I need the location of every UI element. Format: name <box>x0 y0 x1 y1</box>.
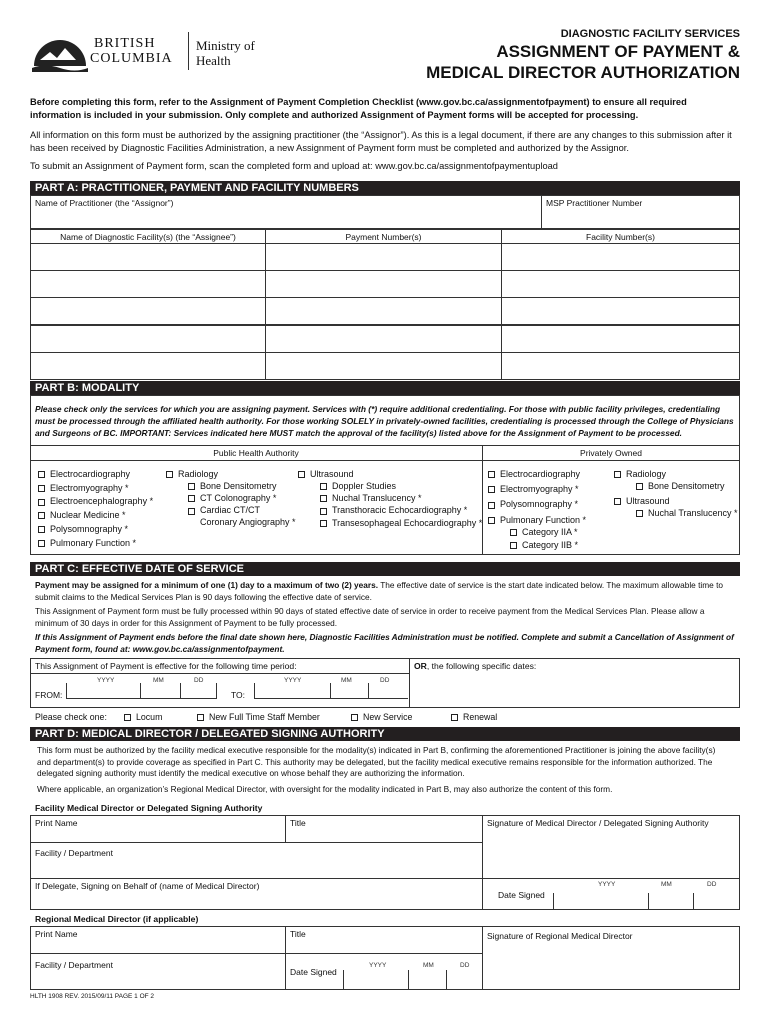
part-c-option-label-2: New Full Time Staff Member <box>209 712 320 722</box>
facility-number-header <box>501 229 740 244</box>
md-dd: DD <box>707 881 717 888</box>
or-label: OR <box>414 661 427 671</box>
private-service-label-1: Electrocardiography <box>500 469 581 479</box>
public-radiology-cardiac-cont <box>200 517 296 527</box>
part-b-heading: PART B: MODALITY <box>30 381 740 395</box>
rmd-date-signed-label: Date Signed <box>290 967 337 977</box>
rmd-print-name-field[interactable] <box>30 926 286 954</box>
md-print-name-label: Print Name <box>35 818 78 828</box>
part-c-option-label-3: New Service <box>363 712 413 722</box>
md-yyyy: YYYY <box>598 881 616 888</box>
md-date-signed-label: Date Signed <box>498 890 545 900</box>
md-title-field[interactable] <box>285 815 483 843</box>
part-c-p1-bold: Payment may be assigned for a minimum of one (1) day to a maximum of two (2) years. <box>35 580 379 590</box>
rmd-dd: DD <box>460 962 470 969</box>
public-ultrasound-checkbox[interactable] <box>298 469 354 479</box>
part-c-p3: If this Assignment of Payment ends before the final date shown here, Diagnostic Facilities Administration must be notified. Complete and submit a Cancellation of Assignment of Payment form, found at: www.gov.bc.ca/assignmentofpayment. <box>35 632 734 654</box>
md-signature-field[interactable] <box>482 815 740 879</box>
public-service-checkbox-2[interactable] <box>38 483 129 493</box>
part-b-sub-divider <box>30 445 740 446</box>
part-c-option-3[interactable] <box>351 712 412 722</box>
from-end-divider <box>216 683 217 699</box>
public-service-checkbox-4[interactable] <box>38 510 126 520</box>
logo-line1: BRITISH <box>94 36 156 51</box>
rmd-title-label: Title <box>290 929 306 939</box>
ministry-line2: Health <box>196 53 231 68</box>
part-b-instructions: Please check only the services for which you are assigning payment. Services with (*) require additional credentialing. For those with public facility privileges, credentialing must be processed through the affiliated health authority. For those working SOLELY in privately-owned facilities, credentialing is processed through the College of Physicians and Surgeons of BC. IMPORTANT: Services indicated here MUST match the approval of the facility(s) listed above for the Assignment of Payment to be processed. <box>35 404 734 438</box>
payment-number-header-label: Payment Number(s) <box>345 232 422 242</box>
public-ultrasound-sub-label-2: Nuchal Translucency * <box>332 493 422 504</box>
rmd-title-field[interactable] <box>285 926 483 954</box>
private-ultrasound-label: Ultrasound <box>626 496 670 506</box>
logo-line2: COLUMBIA <box>90 51 173 66</box>
to-mm: MM <box>341 677 352 684</box>
public-service-checkbox-3[interactable] <box>38 496 153 506</box>
logo-divider <box>188 32 189 70</box>
public-service-label-4: Nuclear Medicine * <box>50 510 126 521</box>
public-service-checkbox-5[interactable] <box>38 524 128 534</box>
check-one-label: Please check one: <box>35 712 107 722</box>
private-service-label-3: Polysomnography * <box>500 499 579 510</box>
practitioner-name-label: Name of Practitioner (the “Assignor”) <box>35 198 174 208</box>
part-a-row-1-col-3[interactable] <box>501 243 740 271</box>
private-service-label-2: Electromyography * <box>500 484 579 495</box>
part-a-row-5-col-1[interactable] <box>30 352 266 380</box>
facility-md-heading: Facility Medical Director or Delegated Signing Authority <box>35 803 263 813</box>
part-a-row-4-col-3[interactable] <box>501 325 740 353</box>
md-signature-label: Signature of Medical Director / Delegated Signing Authority <box>487 818 709 828</box>
rmd-signature-label: Signature of Regional Medical Director <box>487 931 633 941</box>
part-a-heading: PART A: PRACTITIONER, PAYMENT AND FACILITY NUMBERS <box>30 181 740 195</box>
md-mm: MM <box>661 881 672 888</box>
form-title-line1: ASSIGNMENT OF PAYMENT & <box>496 42 740 61</box>
public-ultrasound-sub-label-1: Doppler Studies <box>332 481 397 491</box>
intro-upload-note: To submit an Assignment of Payment form, scan the completed form and upload at: www.gov.bc.ca/assignmentofpaymentupload <box>30 161 558 171</box>
ministry-line1: Ministry of <box>196 38 255 53</box>
to-yyyy: YYYY <box>284 677 302 684</box>
public-ultrasound-label: Ultrasound <box>310 469 354 479</box>
department-label: DIAGNOSTIC FACILITY SERVICES <box>560 28 740 40</box>
part-b-sub-divider-2 <box>30 460 740 461</box>
form-title-line2: MEDICAL DIRECTOR AUTHORIZATION <box>426 63 740 82</box>
public-health-label: Public Health Authority <box>213 448 299 458</box>
rmd-date-div2 <box>408 970 409 990</box>
from-mm: MM <box>153 677 164 684</box>
public-radiology-sub-label-1: Bone Densitometry <box>200 481 277 491</box>
part-c-option-label-4: Renewal <box>463 712 498 722</box>
public-service-checkbox-6[interactable] <box>38 538 136 548</box>
public-radiology-cardiac-cont-label: Coronary Angiography * <box>200 517 296 527</box>
md-print-name-field[interactable] <box>30 815 286 843</box>
rmd-facility-dept-field[interactable] <box>30 953 286 990</box>
part-a-row-1-col-1[interactable] <box>30 243 266 271</box>
period-label: This Assignment of Payment is effective for the following time period: <box>35 661 297 671</box>
public-service-label-3: Electroencephalography * <box>50 496 154 507</box>
part-a-row-3-col-2[interactable] <box>265 297 502 325</box>
md-date-div2 <box>648 893 649 910</box>
from-yyyy: YYYY <box>97 677 115 684</box>
private-service-checkbox-1[interactable] <box>488 469 580 479</box>
rmd-facility-dept-label: Facility / Department <box>35 960 113 970</box>
part-a-row-5-col-2[interactable] <box>265 352 502 380</box>
public-service-label-2: Electromyography * <box>50 482 129 493</box>
rmd-signature-field[interactable] <box>482 926 740 990</box>
md-date-div1 <box>553 893 554 910</box>
from-dd-divider <box>180 683 181 699</box>
facility-number-header-label: Facility Number(s) <box>586 232 655 242</box>
payment-number-header <box>265 229 502 244</box>
md-delegate-field[interactable] <box>30 878 483 910</box>
form-footer: HLTH 1908 REV. 2015/09/11 PAGE 1 OF 2 <box>30 993 155 1000</box>
part-c-option-1[interactable] <box>124 712 162 722</box>
md-title-label: Title <box>290 818 306 828</box>
public-ultrasound-sub-checkbox-3[interactable] <box>320 505 467 515</box>
specific-dates-label <box>414 661 536 671</box>
part-c-option-4[interactable] <box>451 712 497 722</box>
part-a-row-4-col-1[interactable] <box>30 325 266 353</box>
private-service-label-4: Pulmonary Function * <box>500 514 587 525</box>
private-pulm-sub-checkbox-1[interactable] <box>510 527 578 537</box>
public-radiology-sub-checkbox-1[interactable] <box>188 481 277 491</box>
part-c-p1-rest: The effective date of service is the start date indicated below. The maximum allowable time to submit claims to the Medical Services Plan is 90 days following the effective date of service. <box>35 580 723 602</box>
public-radiology-sub-label-2: CT Colonography * <box>200 493 277 504</box>
to-label: TO: <box>231 690 246 700</box>
public-service-label-5: Polysomnography * <box>50 523 129 534</box>
public-service-checkbox-1[interactable] <box>38 469 130 479</box>
private-ultrasound-checkbox[interactable] <box>614 496 670 506</box>
md-facility-dept-field[interactable] <box>30 842 483 879</box>
public-ultrasound-sub-label-4: Transesophageal Echocardiography * <box>332 517 483 528</box>
part-a-row-5-col-3[interactable] <box>501 352 740 380</box>
public-service-label-6: Pulmonary Function * <box>50 537 137 548</box>
private-radiology-label: Radiology <box>626 469 667 479</box>
public-radiology-sub-label-3: Cardiac CT/CT <box>200 505 261 516</box>
rmd-date-div1 <box>343 970 344 990</box>
part-c-p2: This Assignment of Payment form must be fully processed within 90 days of stated effective date of service in order to receive payment from the Medical Services Plan. Please allow a minimum of 30 days in order for this Assignment of Payment to be fully processed. <box>35 606 705 628</box>
facility-name-header <box>30 229 266 244</box>
public-radiology-sub-checkbox-3[interactable] <box>188 505 260 515</box>
from-date-input[interactable] <box>66 683 216 699</box>
private-nuchal-label: Nuchal Translucency * <box>648 508 738 518</box>
public-radiology-checkbox[interactable] <box>166 469 218 479</box>
bc-logo <box>30 30 270 74</box>
public-ultrasound-sub-checkbox-2[interactable] <box>320 493 422 503</box>
part-d-heading: PART D: MEDICAL DIRECTOR / DELEGATED SIGNING AUTHORITY <box>30 727 740 741</box>
public-radiology-sub-checkbox-2[interactable] <box>188 493 276 503</box>
rmd-date-div3 <box>446 970 447 990</box>
part-c-p1 <box>35 580 735 603</box>
to-dd: DD <box>380 677 390 684</box>
privately-owned-label: Privately Owned <box>580 448 642 458</box>
part-a-row-1-col-2[interactable] <box>265 243 502 271</box>
private-bone-densitometry-label: Bone Densitometry <box>648 481 725 491</box>
part-c-option-label-1: Locum <box>136 712 163 722</box>
part-a-row-2-col-1[interactable] <box>30 270 266 298</box>
part-c-heading: PART C: EFFECTIVE DATE OF SERVICE <box>30 562 740 576</box>
specific-dates-text: , the following specific dates: <box>426 661 537 671</box>
intro-bold-note: Before completing this form, refer to the Assignment of Payment Completion Checklist (www.gov.bc.ca/assignmentofpayment) to ensure all required information is included in your submission. Only complete and authorized Assignment of Payment forms will be accepted for processing. <box>30 97 687 120</box>
part-a-row-2-col-3[interactable] <box>501 270 740 298</box>
private-bone-densitometry-checkbox[interactable] <box>636 481 725 491</box>
to-date-input[interactable] <box>254 683 408 699</box>
part-a-row-4-col-2[interactable] <box>265 325 502 353</box>
to-dd-divider <box>368 683 369 699</box>
part-d-p2: Where applicable, an organization’s Regional Medical Director, with oversight for the modality indicated in Part B, may also authorize the content of this form. <box>37 784 613 794</box>
public-radiology-label: Radiology <box>178 469 219 479</box>
intro-auth-note: All information on this form must be authorized by the assigning practitioner (the “Assignor”). As this is a legal document, if there are any changes to this submission after it has been received by Diagnostic Facilities Administration, a new Assignment of Payment form must be completed and authorized by the Assignor. <box>30 130 732 153</box>
private-pulm-sub-label-2: Category IIB * <box>522 540 579 550</box>
msp-number-label: MSP Practitioner Number <box>546 198 643 208</box>
from-dd: DD <box>194 677 204 684</box>
part-b-col-divider <box>482 445 483 555</box>
private-service-checkbox-3[interactable] <box>488 499 578 509</box>
md-facility-dept-label: Facility / Department <box>35 848 113 858</box>
private-radiology-checkbox[interactable] <box>614 469 666 479</box>
from-mm-divider <box>140 683 141 699</box>
md-delegate-label: If Delegate, Signing on Behalf of (name of Medical Director) <box>35 881 260 891</box>
regional-md-heading: Regional Medical Director (if applicable) <box>35 914 199 924</box>
private-service-checkbox-4[interactable] <box>488 515 586 525</box>
private-pulm-sub-label-1: Category IIA * <box>522 527 578 537</box>
from-label: FROM: <box>35 690 63 700</box>
private-service-checkbox-2[interactable] <box>488 484 579 494</box>
rmd-mm: MM <box>423 962 434 969</box>
public-ultrasound-sub-checkbox-4[interactable] <box>320 518 482 528</box>
msp-number-field[interactable] <box>541 195 740 229</box>
date-box-divider <box>30 673 410 674</box>
public-ultrasound-sub-label-3: Transthoracic Echocardiography * <box>332 505 468 516</box>
to-mm-divider <box>330 683 331 699</box>
part-a-row-3-col-3[interactable] <box>501 297 740 325</box>
rmd-yyyy: YYYY <box>369 962 387 969</box>
public-ultrasound-sub-checkbox-1[interactable] <box>320 481 396 491</box>
part-a-row-2-col-2[interactable] <box>265 270 502 298</box>
part-c-option-2[interactable] <box>197 712 320 722</box>
bc-sun-icon <box>30 30 90 72</box>
rmd-print-name-label: Print Name <box>35 929 78 939</box>
practitioner-name-field[interactable] <box>30 195 542 229</box>
facility-name-header-label: Name of Diagnostic Facility(s) (the “Assignee”) <box>60 232 236 242</box>
public-service-label-1: Electrocardiography <box>50 469 131 479</box>
private-nuchal-checkbox[interactable] <box>636 508 738 518</box>
part-d-p1: This form must be authorized by the facility medical executive responsible for the modality(s) indicated in Part B, confirming the aforementioned Practitioner is joining the above facility(s) and department(s) to provide coverage as specified in Part C. This authority may be delegated, but the facility medical executive remains responsible for the information authorized. The delegated signing authority must identify the medical executive on whose behalf they are authorizing the information. <box>37 745 716 778</box>
private-pulm-sub-checkbox-2[interactable] <box>510 540 578 550</box>
part-a-row-3-col-1[interactable] <box>30 297 266 325</box>
md-date-div3 <box>693 893 694 910</box>
